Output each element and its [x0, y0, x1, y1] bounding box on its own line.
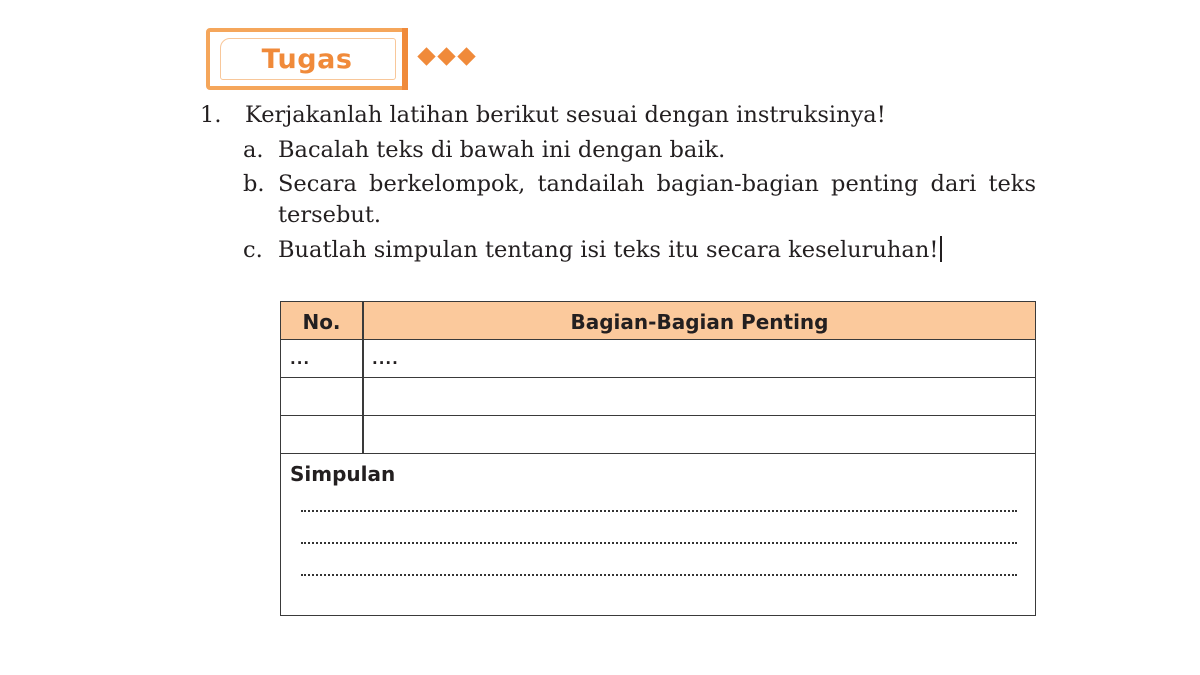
table-header-row — [281, 302, 1035, 340]
task-number: 1. — [200, 102, 222, 128]
task-instruction: Kerjakanlah latihan berikut sesuai dengan instruksinya! — [245, 102, 886, 128]
cell-no: ... — [290, 350, 311, 368]
item-b-letter: b. — [243, 171, 265, 197]
tugas-accent-bar — [402, 28, 408, 90]
simpulan-label: Simpulan — [290, 462, 396, 486]
diamond-ornament — [420, 50, 473, 63]
simpulan-line-2[interactable] — [301, 542, 1017, 544]
diamond-icon — [417, 47, 435, 65]
header-bagian-penting: Bagian-Bagian Penting — [570, 310, 829, 334]
header-no: No. — [302, 310, 341, 334]
table-row[interactable] — [281, 378, 1035, 416]
cell-bagian: .... — [372, 350, 399, 368]
table-row[interactable] — [281, 340, 1035, 378]
simpulan-line-3[interactable] — [301, 574, 1017, 576]
item-c-text[interactable] — [278, 234, 942, 266]
table-row[interactable] — [281, 416, 1035, 454]
item-b-text-line2: tersebut. — [278, 202, 382, 228]
text-caret — [940, 236, 942, 262]
item-a-letter: a. — [243, 137, 264, 163]
diamond-icon — [457, 47, 475, 65]
diamond-icon — [437, 47, 455, 65]
tugas-title: Tugas — [261, 44, 353, 75]
item-b-text-line1: Secara berkelompok, tandailah bagian-bagian penting dari teks — [278, 171, 1036, 197]
important-parts-table — [280, 301, 1036, 616]
item-c-letter: c. — [243, 237, 263, 263]
simpulan-line-1[interactable] — [301, 510, 1017, 512]
tugas-badge — [206, 28, 408, 90]
item-a-text: Bacalah teks di bawah ini dengan baik. — [278, 137, 726, 163]
item-c-text-content: Buatlah simpulan tentang isi teks itu secara keseluruhan! — [278, 237, 939, 263]
column-divider — [362, 302, 364, 454]
